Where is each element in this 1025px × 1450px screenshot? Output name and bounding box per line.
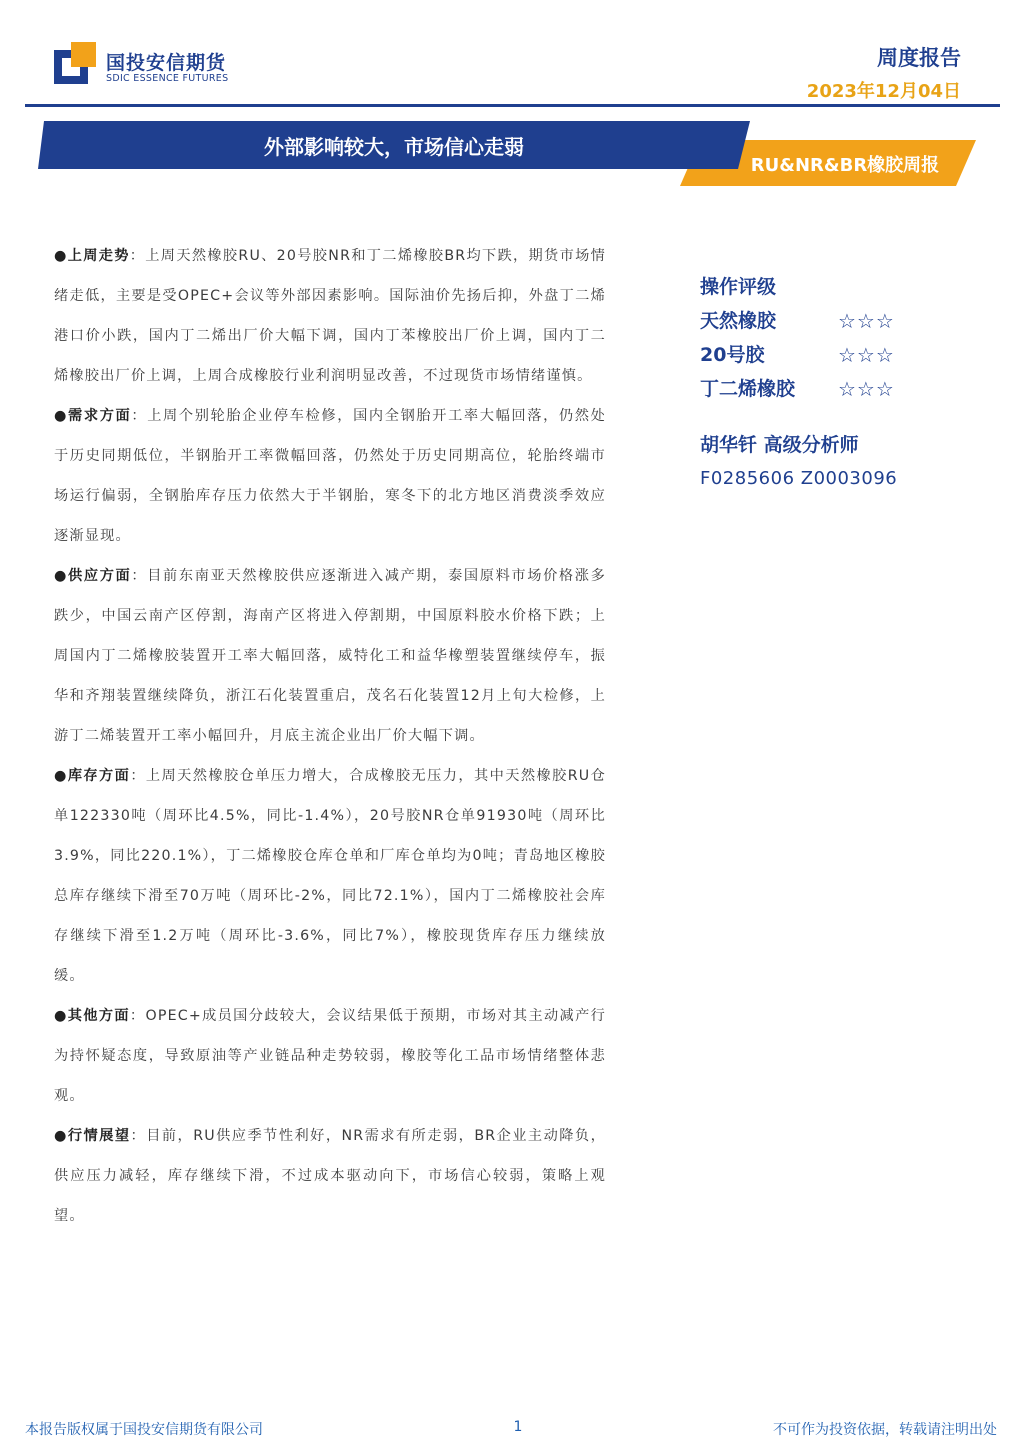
paragraph-label: ●供应方面 bbox=[54, 568, 132, 584]
paragraph-supply bbox=[54, 556, 606, 756]
rating-title: 操作评级 bbox=[700, 276, 777, 298]
paragraph-text: ：上周天然橡胶仓单压力增大，合成橡胶无压力，其中天然橡胶RU仓单122330吨（周环比4.5%，同比-1.4%），20号胶NR仓单91930吨（周环比3.9%，同比220.1%），丁二烯橡胶仓库仓单和厂库仓单均为0吨；青岛地区橡胶总库存继续下滑至70万吨（周环比-2%，同比72.1%），国内丁二烯橡胶社会库存继续下滑至1.2万吨（周环比-3.6%，同比7%），橡胶现货库存压力继续放缓。 bbox=[54, 768, 606, 984]
paragraph-label: ●需求方面 bbox=[54, 408, 132, 424]
paragraph-text: ：目前，RU供应季节性利好，NR需求有所走弱，BR企业主动降负，供应压力减轻，库存继续下滑，不过成本驱动向下，市场信心较弱，策略上观望。 bbox=[54, 1128, 606, 1224]
rating-name: 天然橡胶 bbox=[700, 310, 777, 332]
paragraph-text: ：上周个别轮胎企业停车检修，国内全钢胎开工率大幅回落，仍然处于历史同期低位，半钢胎开工率微幅回落，仍然处于历史同期高位，轮胎终端市场运行偏弱，全钢胎库存压力依然大于半钢胎，寒冬下的北方地区消费淡季效应逐渐显现。 bbox=[54, 408, 606, 544]
paragraph-text: ：目前东南亚天然橡胶供应逐渐进入减产期，泰国原料市场价格涨多跌少，中国云南产区停割，海南产区将进入停割期，中国原料胶水价格下跌；上周国内丁二烯橡胶装置开工率大幅回落，威特化工和益华橡塑装置继续停车，振华和齐翔装置继续降负，浙江石化装置重启，茂名石化装置12月上旬大检修，上游丁二烯装置开工率小幅回升，月底主流企业出厂价大幅下调。 bbox=[54, 568, 606, 744]
paragraph-label: ●其他方面 bbox=[54, 1008, 130, 1024]
paragraph-text: ：上周天然橡胶RU、20号胶NR和丁二烯橡胶BR均下跌，期货市场情绪走低，主要是受OPEC+会议等外部因素影响。国际油价先扬后抑，外盘丁二烯港口价小跌，国内丁二烯出厂价大幅下调，国内丁苯橡胶出厂价上调，国内丁二烯橡胶出厂价上调，上周合成橡胶行业利润明显改善，不过现货市场情绪谨慎。 bbox=[54, 248, 606, 384]
rating-row-natural-rubber bbox=[700, 304, 940, 338]
paragraph-label: ●行情展望 bbox=[54, 1128, 131, 1144]
paragraph-label: ●库存方面 bbox=[54, 768, 131, 784]
report-type: 周度报告 bbox=[877, 46, 961, 70]
analyst-name: 胡华钎 高级分析师 bbox=[700, 434, 859, 456]
footer-copyright: 本报告版权属于国投安信期货有限公司 bbox=[25, 1422, 263, 1438]
logo-company-name: 国投安信期货 bbox=[106, 52, 227, 74]
report-date: 2023年12月04日 bbox=[806, 81, 961, 102]
rating-row-butadiene-rubber bbox=[700, 372, 940, 406]
rating-name: 20号胶 bbox=[700, 344, 765, 366]
rating-row-tsr20 bbox=[700, 338, 940, 372]
banner-subtitle: RU&NR&BR橡胶周报 bbox=[750, 155, 940, 176]
analyst-certificates: F0285606 Z0003096 bbox=[700, 468, 898, 489]
paragraph-inventory bbox=[54, 756, 606, 996]
page-number: 1 bbox=[513, 1419, 523, 1435]
paragraph-text: ：OPEC+成员国分歧较大，会议结果低于预期，市场对其主动减产行为持怀疑态度，导致原油等产业链品种走势较弱，橡胶等化工品市场情绪整体悲观。 bbox=[54, 1008, 606, 1104]
star-rating-icon: ☆☆☆ bbox=[838, 377, 895, 401]
star-rating-icon: ☆☆☆ bbox=[838, 309, 895, 333]
paragraph-label: ●上周走势 bbox=[54, 248, 130, 264]
rating-name: 丁二烯橡胶 bbox=[700, 378, 796, 400]
banner-title: 外部影响较大，市场信心走弱 bbox=[264, 135, 524, 159]
star-rating-icon: ☆☆☆ bbox=[838, 343, 895, 367]
paragraph-outlook bbox=[54, 1116, 606, 1236]
report-body bbox=[54, 236, 606, 1236]
paragraph-other bbox=[54, 996, 606, 1116]
paragraph-last-week-trend bbox=[54, 236, 606, 396]
rating-panel bbox=[700, 270, 940, 496]
logo-icon bbox=[54, 42, 96, 84]
footer-disclaimer: 不可作为投资依据，转载请注明出处 bbox=[773, 1422, 997, 1438]
paragraph-demand bbox=[54, 396, 606, 556]
header-divider bbox=[25, 104, 1000, 107]
logo-company-english: SDIC ESSENCE FUTURES bbox=[106, 73, 229, 84]
